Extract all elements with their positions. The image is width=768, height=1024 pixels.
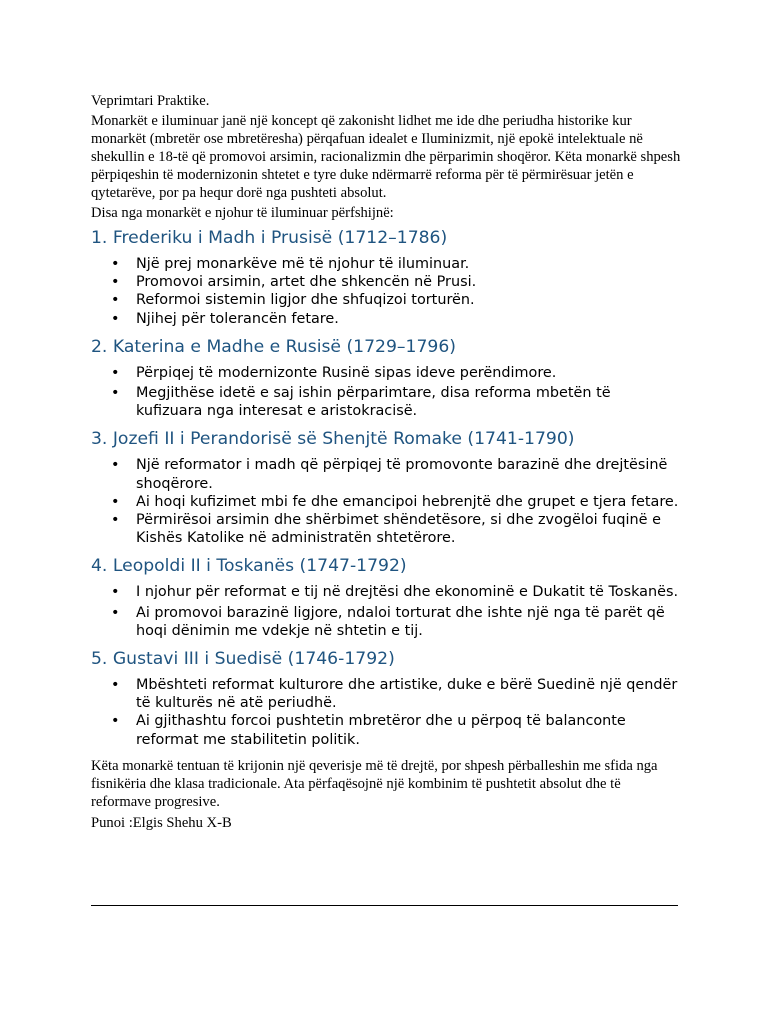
document-page <box>91 92 681 832</box>
list-item: • Përpiqej të modernizonte Rusinë sipas ideve perëndimore. <box>91 364 681 382</box>
document-title: Veprimtari Praktike. <box>91 93 210 109</box>
section-joseph <box>91 428 681 547</box>
section-heading: 5. Gustavi III i Suedisë (1746-1792) <box>91 649 395 670</box>
list-item: • Promovoi arsimin, artet dhe shkencën në Prusi. <box>91 273 681 291</box>
bullet-list <box>91 255 681 328</box>
bullet-list <box>91 583 681 640</box>
list-item: • Ai promovoi barazinë ligjore, ndaloi torturat dhe ishte një nga të parët që hoqi dënimin me vdekje në shtetin e tij. <box>91 604 681 640</box>
bullet-list <box>91 364 681 421</box>
list-item: • Përmirësoi arsimin dhe shërbimet shëndetësore, si dhe zvogëloi fuqinë e Kishës Katolike në administratën shtetërore. <box>91 511 681 547</box>
list-item: • Një prej monarkëve më të njohur të iluminuar. <box>91 255 681 273</box>
list-item: • Ai gjithashtu forcoi pushtetin mbretëror dhe u përpoq të balanconte reformat me stabilitetin politik. <box>91 712 681 748</box>
lead-paragraph: Disa nga monarkët e njohur të iluminuar përfshijnë: <box>91 205 394 221</box>
list-item: • I njohur për reformat e tij në drejtësi dhe ekonominë e Dukatit të Toskanës. <box>91 583 681 601</box>
bullet-list <box>91 456 681 547</box>
closing-paragraph: Këta monarkë tentuan të krijonin një qeverisje më të drejtë, por shpesh përballeshin me sfida nga fisnikëria dhe klasa tradicionale. Ata përfaqësojnë një kombinim të pushtetit absolut dhe të reformave progresive. <box>91 757 658 810</box>
bullet-list <box>91 676 681 749</box>
list-item: • Një reformator i madh që përpiqej të promovonte barazinë dhe drejtësinë shoqërore. <box>91 456 681 492</box>
list-item: • Megjithëse idetë e saj ishin përparimtare, disa reforma mbetën të kufizuara nga interesat e aristokracisë. <box>91 384 681 420</box>
section-catherine <box>91 336 681 421</box>
list-item: • Njihej për tolerancën fetare. <box>91 310 681 328</box>
section-heading: 1. Frederiku i Madh i Prusisë (1712–1786) <box>91 228 448 248</box>
horizontal-divider <box>91 905 678 906</box>
section-heading: 4. Leopoldi II i Toskanës (1747-1792) <box>91 556 407 577</box>
intro-paragraph: Monarkët e iluminuar janë një koncept që zakonisht lidhet me ide dhe periudha historike kur monarkët (mbretër ose mbretëresha) përqafuan idealet e Iluminizmit, një epokë intelektuale në shekullin e 18-të që promovoi arsimin, racionalizmin dhe përparimin shoqëror. Këta monarkë shpesh përpiqeshin të modernizonin shtetet e tyre duke ndërmarrë reforma për të përmirësuar jetën e qytetarëve, por pa hequr dorë nga pushteti absolut. <box>91 113 681 201</box>
section-gustav <box>91 648 681 749</box>
section-heading: 2. Katerina e Madhe e Rusisë (1729–1796) <box>91 336 456 357</box>
section-heading: 3. Jozefi II i Perandorisë së Shenjtë Romake (1741-1790) <box>91 429 575 450</box>
list-item: • Reformoi sistemin ligjor dhe shfuqizoi torturën. <box>91 291 681 309</box>
author-line: Punoi :Elgis Shehu X-B <box>91 814 232 831</box>
section-leopold <box>91 555 681 640</box>
section-frederick <box>91 227 681 328</box>
list-item: • Ai hoqi kufizimet mbi fe dhe emancipoi hebrenjtë dhe grupet e tjera fetare. <box>91 493 681 511</box>
list-item: • Mbështeti reformat kulturore dhe artistike, duke e bërë Suedinë një qendër të kulturës në atë periudhë. <box>91 676 681 712</box>
